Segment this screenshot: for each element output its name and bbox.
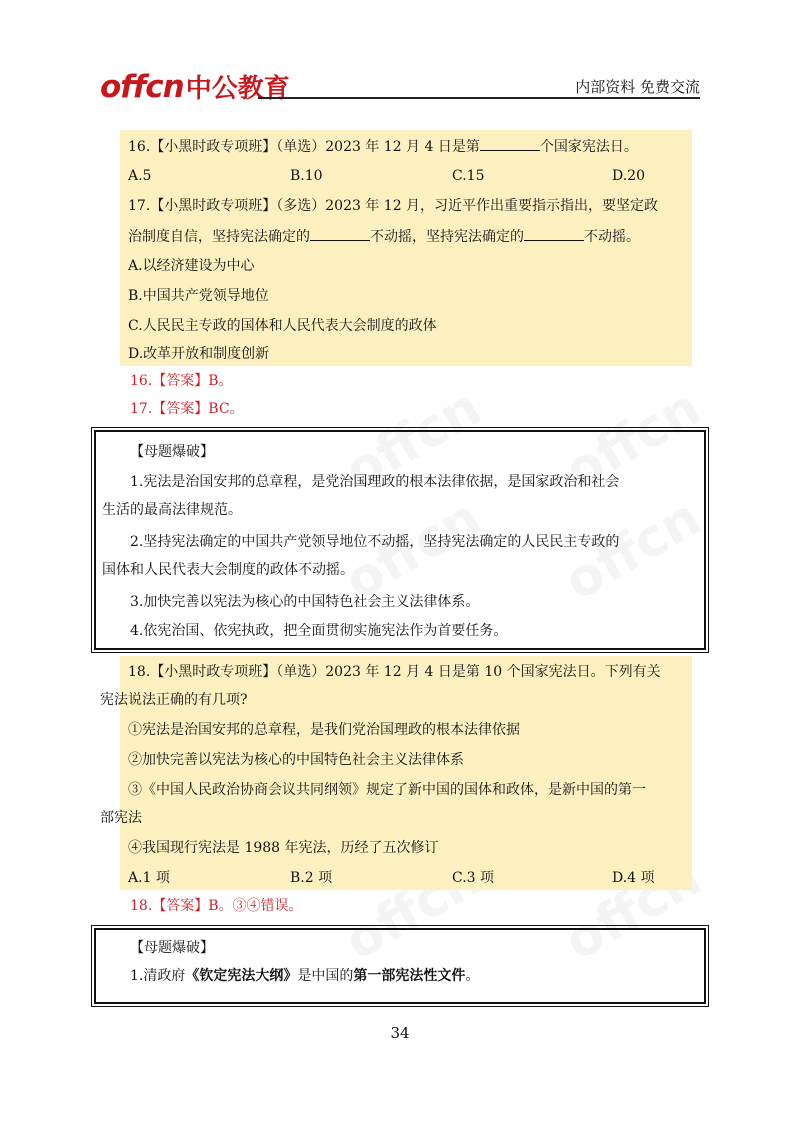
page-header [100, 66, 700, 105]
question-17-stem-line2: 治制度自信，坚持宪法确定的 不动摇，坚持宪法确定的 不动摇。 [128, 226, 640, 247]
answer-blank [524, 226, 584, 241]
box-point-1-line1: 1.宪法是治国安邦的总章程，是党治国理政的根本法律依据，是国家政治和社会 [130, 474, 620, 490]
box-point-1-line2: 生活的最高法律规范。 [102, 502, 242, 518]
question-18-statement-4: ④我国现行宪法是 1988 年宪法，历经了五次修订 [128, 840, 439, 856]
question-16-option-c: C.15 [452, 168, 485, 184]
logo-text-cn: 中公教育 [185, 74, 290, 104]
question-17-stem-line1: 17.【小黑时政专项班】（多选）2023 年 12 月，习近平作出重要指示指出，要坚定政 [128, 198, 659, 214]
box-point-2-line2: 国体和人民代表大会制度的政体不动摇。 [102, 562, 354, 578]
question-18-stem-line2: 宪法说法正确的有几项? [100, 692, 248, 708]
question-17-option-d: D.改革开放和制度创新 [128, 346, 270, 362]
answer-16: 16.【答案】B。 [130, 373, 233, 389]
box-point-4: 4.依宪治国、依宪执政，把全面贯彻实施宪法作为首要任务。 [130, 623, 508, 639]
question-18-statement-1: ①宪法是治国安邦的总章程，是我们党治国理政的根本法律依据 [128, 722, 520, 738]
question-16-option-a: A.5 [128, 168, 152, 184]
answer-18: 18.【答案】B。③④错误。 [130, 898, 303, 914]
logo-text-en: offcn [100, 69, 184, 105]
box-title: 【母题爆破】 [130, 444, 214, 460]
question-18-statement-3-line2: 部宪法 [100, 810, 142, 826]
question-18-option-a: A.1 项 [128, 870, 170, 886]
question-16-stem: 16.【小黑时政专项班】（单选）2023 年 12 月 4 日是第 个国家宪法日。 [128, 136, 638, 157]
box-title: 【母题爆破】 [130, 940, 214, 956]
answer-blank [480, 136, 540, 151]
question-18-option-b: B.2 项 [290, 870, 333, 886]
question-17-option-a: A.以经济建设为中心 [128, 258, 255, 274]
question-17-option-c: C.人民民主专政的国体和人民代表大会制度的政体 [128, 318, 437, 334]
question-18-stem-line1: 18.【小黑时政专项班】（单选）2023 年 12 月 4 日是第 10 个国家宪法日。下列有关 [128, 664, 661, 680]
box-point-1: 1.清政府《钦定宪法大纲》是中国的第一部宪法性文件。 [130, 968, 480, 984]
question-18-statement-3-line1: ③《中国人民政治协商会议共同纲领》规定了新中国的国体和政体，是新中国的第一 [128, 782, 646, 798]
question-18-statement-2: ②加快完善以宪法为核心的中国特色社会主义法律体系 [128, 752, 464, 768]
offcn-logo [100, 68, 290, 105]
question-17-option-b: B.中国共产党领导地位 [128, 288, 269, 304]
header-rule [258, 97, 700, 99]
question-16-option-d: D.20 [612, 168, 645, 184]
header-caption: 内部资料 免费交流 [575, 78, 700, 96]
question-18-option-d: D.4 项 [612, 870, 655, 886]
page-number: 34 [390, 1024, 410, 1042]
question-18-option-c: C.3 项 [452, 870, 495, 886]
question-16-option-b: B.10 [290, 168, 323, 184]
box-point-3: 3.加快完善以宪法为核心的中国特色社会主义法律体系。 [130, 594, 480, 610]
answer-blank [310, 226, 370, 241]
box-point-2-line1: 2.坚持宪法确定的中国共产党领导地位不动摇，坚持宪法确定的人民民主专政的 [130, 534, 620, 550]
answer-17: 17.【答案】BC。 [130, 401, 244, 417]
